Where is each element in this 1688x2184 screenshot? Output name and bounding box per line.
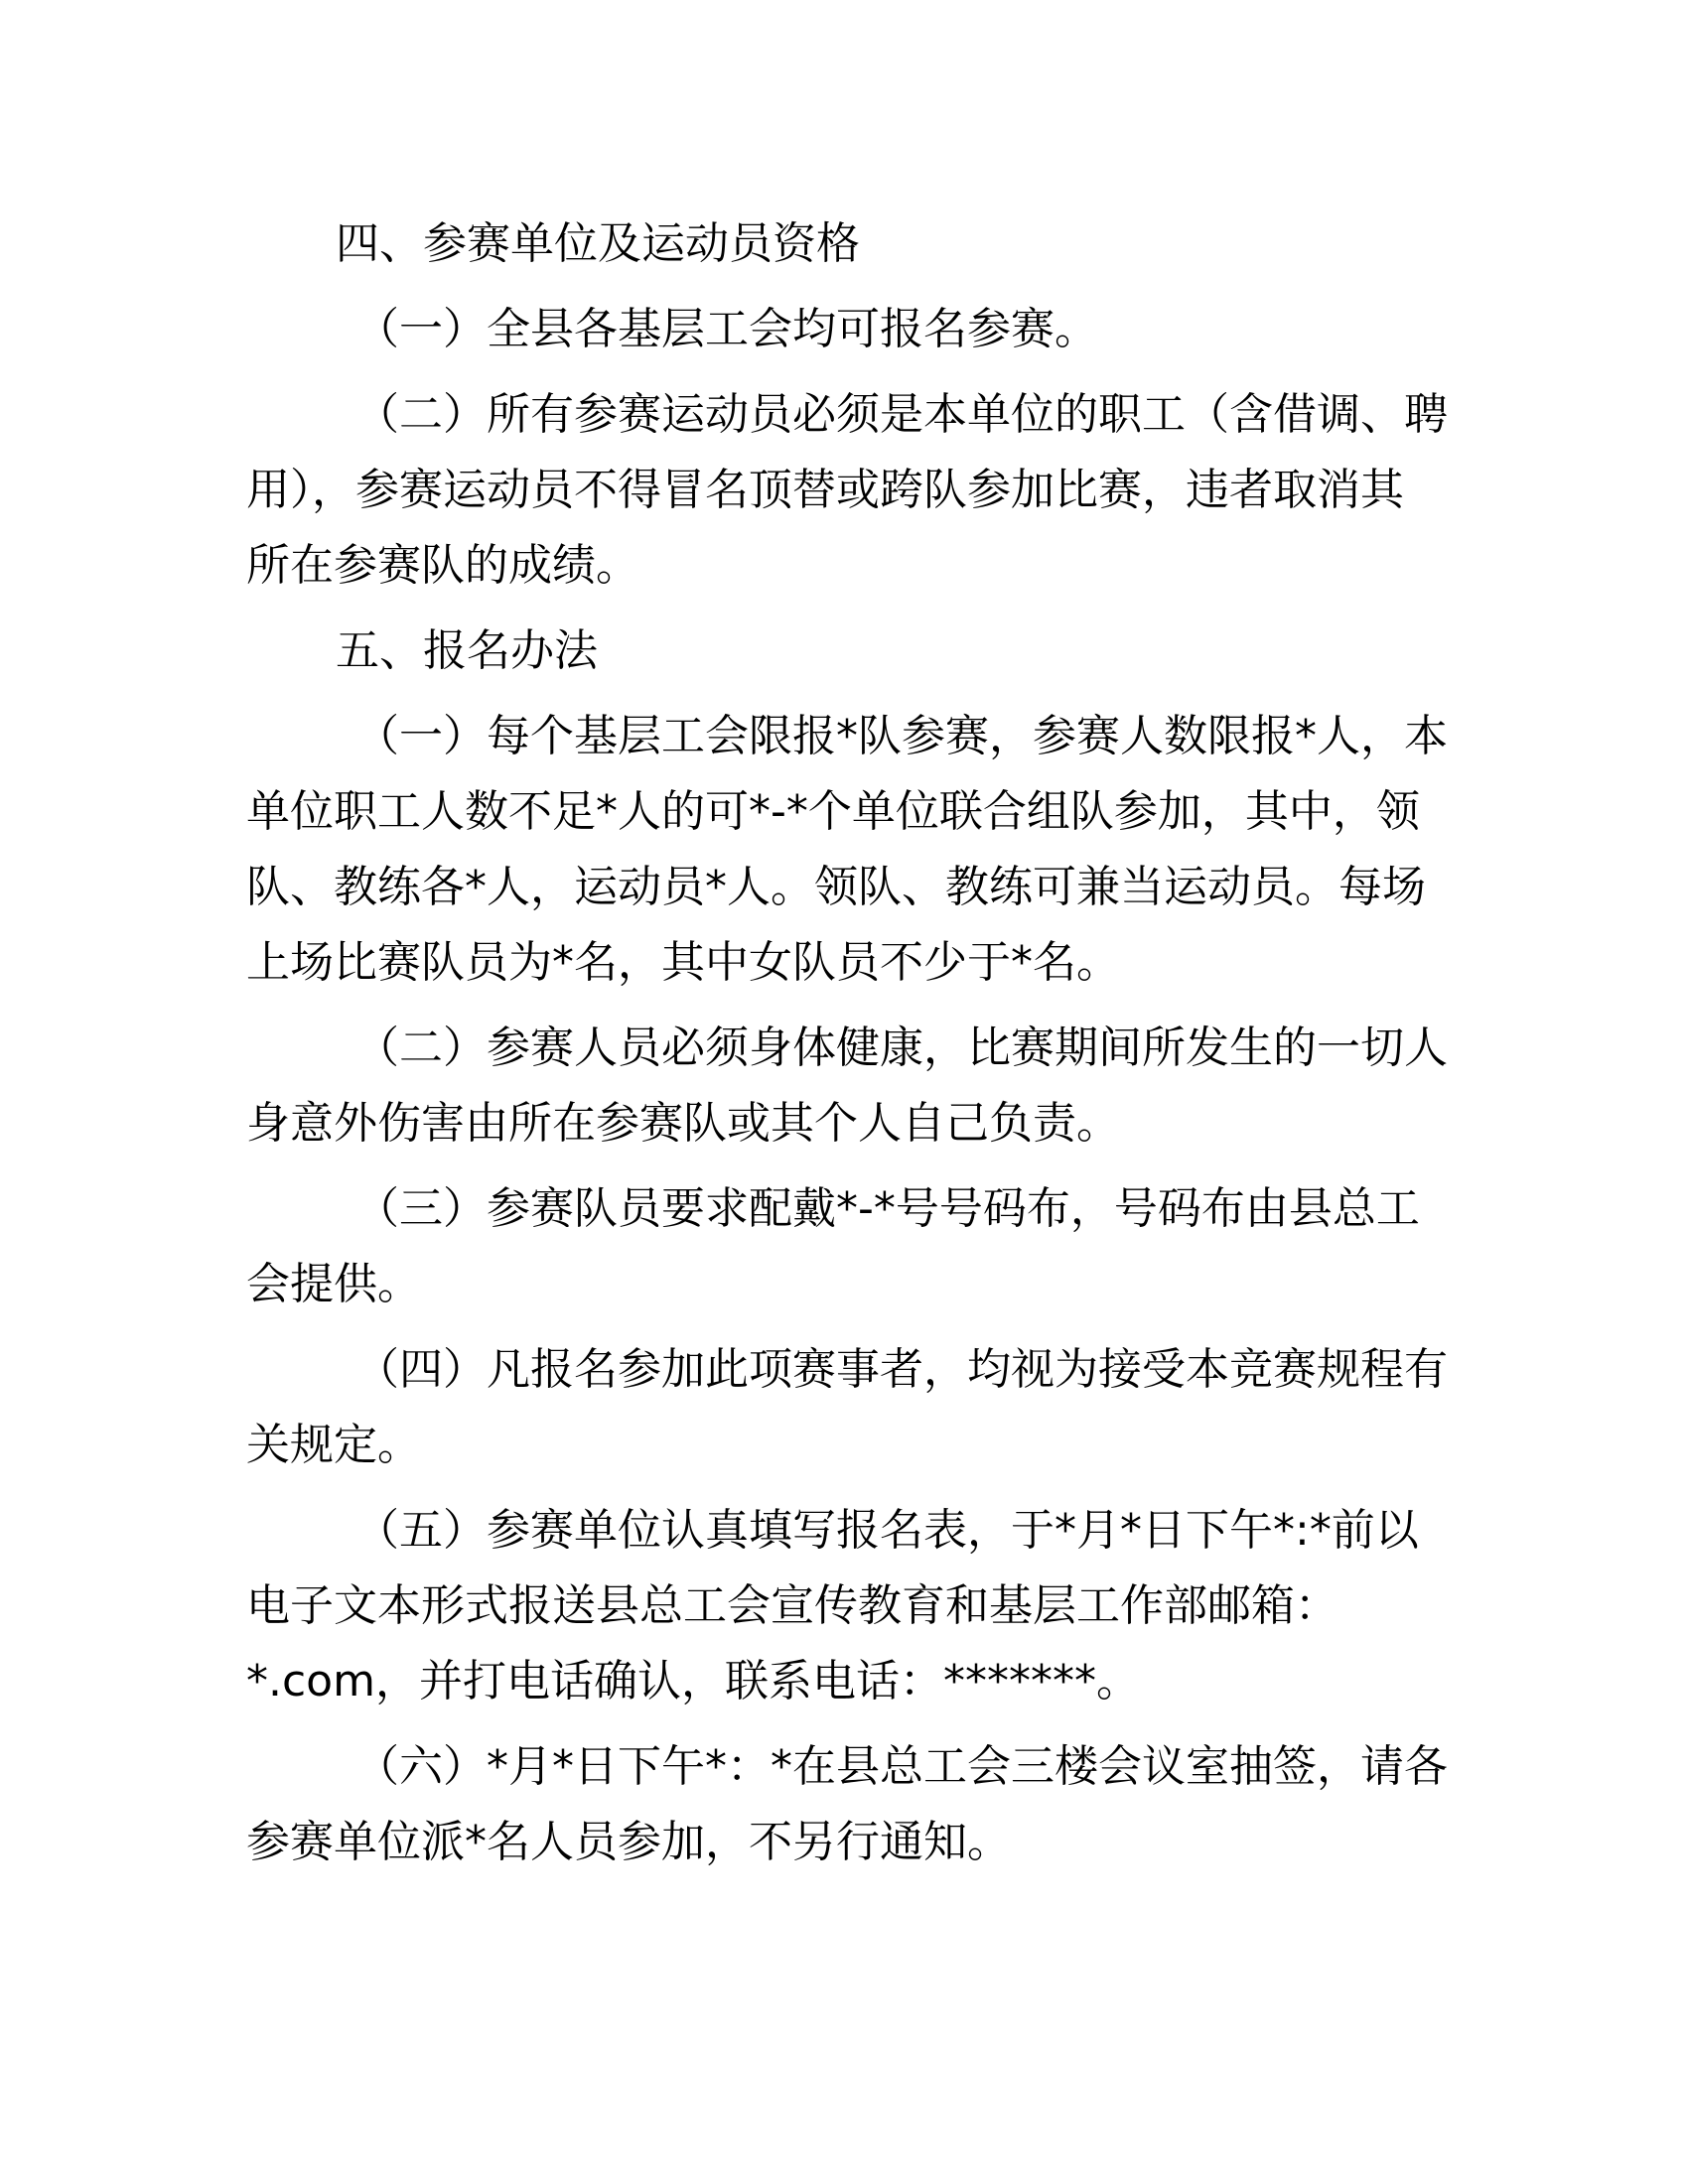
text-line: 身意外伤害由所在参赛队或其个人自己负责。 <box>246 1098 1120 1149</box>
text-line: （三）参赛队员要求配戴*-*号号码布，号码布由县总工 <box>355 1183 1420 1234</box>
text-line: *.com，并打电话确认，联系电话：*******。 <box>246 1656 1140 1706</box>
text-line: （四）凡报名参加此项赛事者，均视为接受本竞赛规程有 <box>355 1344 1448 1395</box>
text-line: （一）每个基层工会限报*队参赛，参赛人数限报*人，本 <box>355 711 1448 761</box>
paragraph-eligibility-1: （一）全县各基层工会均可报名参赛。 <box>355 304 1098 354</box>
document-page <box>246 206 1448 1880</box>
text-line: （二）参赛人员必须身体健康，比赛期间所发生的一切人 <box>355 1023 1448 1073</box>
text-line: 上场比赛队员为*名，其中女队员不少于*名。 <box>246 937 1120 988</box>
text-line: 队、教练各*人，运动员*人。领队、教练可兼当运动员。每场 <box>246 862 1426 912</box>
paragraph-registration-3 <box>246 1171 1438 1322</box>
paragraph-registration-2 <box>246 1011 1448 1161</box>
text-line: 所在参赛队的成绩。 <box>246 540 639 591</box>
text-line: 用），参赛运动员不得冒名顶替或跨队参加比赛，违者取消其 <box>246 465 1404 515</box>
text-line: 关规定。 <box>246 1420 421 1470</box>
text-line: （五）参赛单位认真填写报名表，于*月*日下午*:*前以 <box>355 1505 1419 1556</box>
paragraph-registration-5 <box>246 1493 1438 1719</box>
paragraph-registration-1 <box>246 699 1448 1001</box>
section-heading-eligibility: 四、参赛单位及运动员资格 <box>336 218 860 269</box>
text-line: 电子文本形式报送县总工会宣传教育和基层工作部邮箱： <box>246 1580 1338 1631</box>
text-line: （二）所有参赛运动员必须是本单位的职工（含借调、聘 <box>355 389 1448 440</box>
paragraph-registration-4 <box>246 1332 1448 1483</box>
text-line: 参赛单位派*名人员参加，不另行通知。 <box>246 1817 1011 1867</box>
text-line: （六）*月*日下午*：*在县总工会三楼会议室抽签，请各 <box>355 1741 1448 1792</box>
section-heading-registration: 五、报名办法 <box>336 625 598 676</box>
text-line: 单位职工人数不足*人的可*-*个单位联合组队参加，其中，领 <box>246 786 1420 837</box>
text-line: 会提供。 <box>246 1259 421 1309</box>
paragraph-eligibility-2 <box>246 377 1448 604</box>
paragraph-registration-6 <box>246 1729 1448 1880</box>
